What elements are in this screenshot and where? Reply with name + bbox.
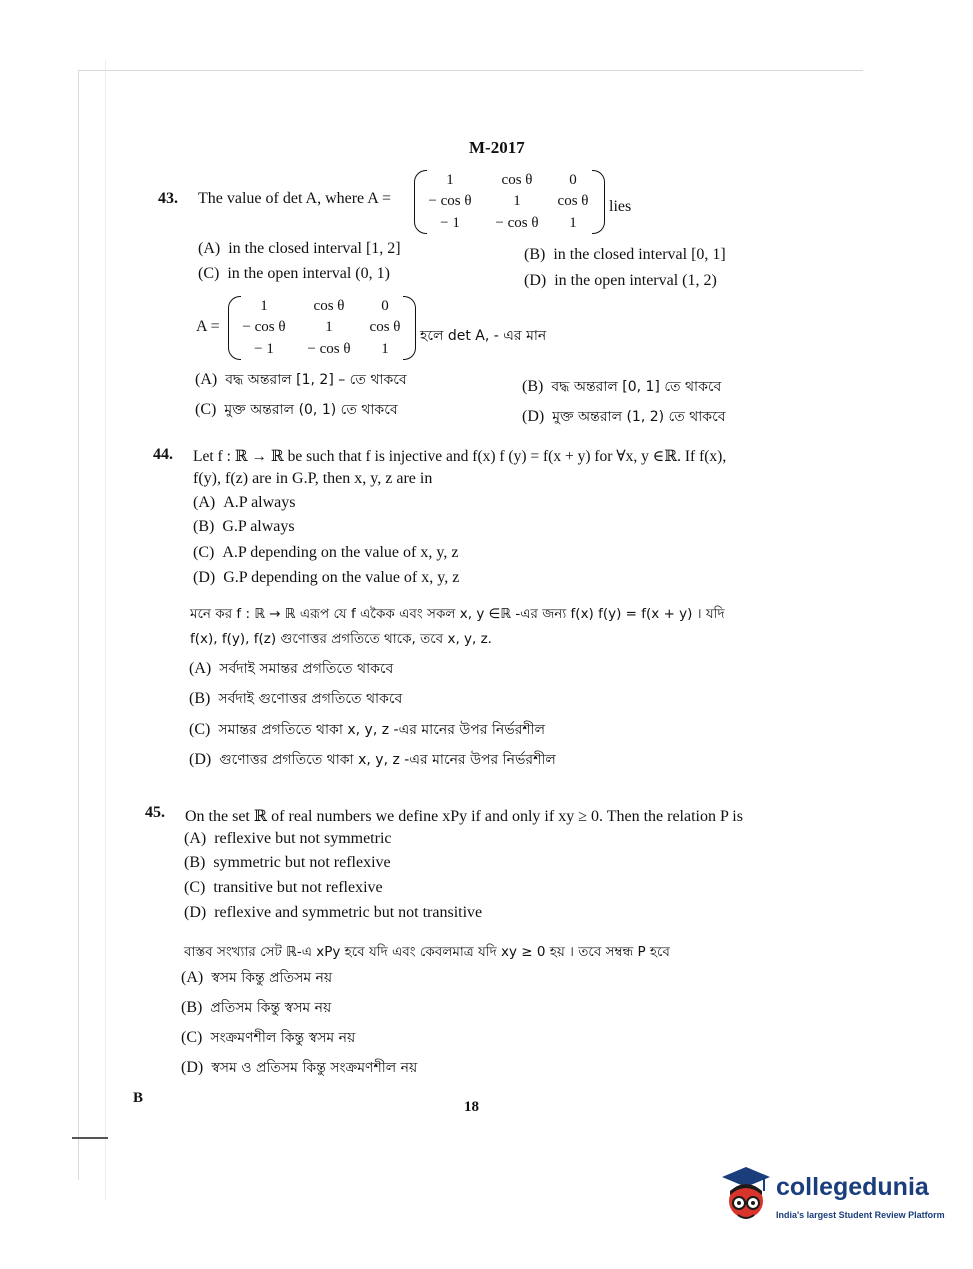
q43-bn-option-b: (B) বদ্ধ অন্তরাল [0, 1] তে থাকবে (522, 378, 722, 395)
matrix-cell: − cos θ (495, 215, 539, 231)
paper-code: M-2017 (469, 138, 525, 157)
question-44-line1: Let f : ℝ → ℝ be such that f is injective and f(x) f (y) = f(x + y) for ∀x, y ∈ℝ. If f(x), (193, 448, 727, 465)
q45-bn-option-d: (D) স্বসম ও প্রতিসম কিন্তু সংক্রমণশীল নয় (181, 1059, 418, 1076)
q45-bn-option-b: (B) প্রতিসম কিন্তু স্বসম নয় (181, 999, 332, 1016)
scan-mark (72, 1137, 108, 1139)
q43-bn-prefix: A = (196, 318, 220, 335)
q44-option-c: (C) A.P depending on the value of x, y, z (193, 544, 459, 561)
matrix-cell: − 1 (254, 341, 274, 357)
matrix-cell: 1 (260, 298, 268, 314)
q45-option-b: (B) symmetric but not reflexive (184, 854, 391, 871)
page-top-edge (78, 70, 863, 71)
q45-option-c: (C) transitive but not reflexive (184, 879, 383, 896)
q45-bn-line1: বাস্তব সংখ্যার সেট ℝ-এ xPy হবে যদি এবং কেবলমাত্র যদি xy ≥ 0 হয় । তবে সম্বন্ধ P হবে (184, 944, 670, 960)
q43-option-d: (D) in the open interval (1, 2) (524, 272, 717, 289)
matrix-right-paren (592, 170, 605, 234)
scan-shadow (105, 60, 106, 1200)
matrix-cell: 1 (446, 172, 454, 188)
q44-bn-line1: মনে কর f : ℝ → ℝ এরূপ যে f একৈক এবং সকল x, y ∈ℝ -এর জন্য f(x) f(y) = f(x + y) । যদি (190, 606, 725, 622)
matrix-cell: cos θ (557, 193, 589, 209)
booklet-code: B (133, 1090, 144, 1106)
q44-bn-line2: f(x), f(y), f(z) গুণোত্তর প্রগতিতে থাকে, তবে x, y, z. (190, 631, 492, 647)
matrix-cell: 0 (381, 298, 389, 314)
q43-option-b: (B) in the closed interval [0, 1] (524, 246, 726, 263)
question-43-number: 43. (158, 190, 178, 207)
matrix-cell: − cos θ (307, 341, 351, 357)
matrix-cell: cos θ (369, 319, 401, 335)
logo-tagline: India's largest Student Review Platform (776, 1210, 945, 1220)
q45-option-d: (D) reflexive and symmetric but not transitive (184, 904, 483, 921)
matrix-cell: 1 (325, 319, 333, 335)
q44-bn-option-d: (D) গুণোত্তর প্রগতিতে থাকা x, y, z -এর মানের উপর নির্ভরশীল (189, 751, 556, 768)
matrix-cell: − cos θ (428, 193, 472, 209)
mascot-icon (718, 1165, 774, 1227)
q45-bn-option-a: (A) স্বসম কিন্তু প্রতিসম নয় (181, 969, 333, 986)
question-43-stem-end: lies (609, 198, 632, 215)
question-45-line1: On the set ℝ of real numbers we define xPy if and only if xy ≥ 0. Then the relation P is (185, 808, 743, 825)
q43-bn-stem: হলে det A, - এর মান (420, 328, 547, 344)
q44-bn-option-b: (B) সর্বদাই গুণোত্তর প্রগতিতে থাকবে (189, 690, 403, 707)
q43-bn-option-a: (A) বদ্ধ অন্তরাল [1, 2] – তে থাকবে (195, 371, 407, 388)
q44-bn-option-a: (A) সর্বদাই সমান্তর প্রগতিতে থাকবে (189, 660, 394, 677)
matrix-cell: 1 (513, 193, 521, 209)
q44-option-d: (D) G.P depending on the value of x, y, z (193, 569, 460, 586)
page-number: 18 (464, 1099, 479, 1115)
q44-bn-option-c: (C) সমান্তর প্রগতিতে থাকা x, y, z -এর মানের উপর নির্ভরশীল (189, 721, 546, 738)
question-44-number: 44. (153, 446, 173, 463)
matrix-cells (420, 172, 610, 234)
q44-option-b: (B) G.P always (193, 518, 295, 535)
matrix-cell: 1 (569, 215, 577, 231)
matrix-cell: cos θ (313, 298, 345, 314)
matrix-cell: − 1 (440, 215, 460, 231)
q43-option-a: (A) in the closed interval [1, 2] (198, 240, 401, 257)
q45-option-a: (A) reflexive but not symmetric (184, 830, 392, 847)
matrix-cell: cos θ (501, 172, 533, 188)
matrix-right-paren (403, 296, 416, 360)
q44-option-a: (A) A.P always (193, 494, 296, 511)
q43-bn-option-c: (C) মুক্ত অন্তরাল (0, 1) তে থাকবে (195, 401, 398, 418)
question-43-stem: The value of det A, where A = (198, 190, 391, 207)
matrix-cell: 1 (381, 341, 389, 357)
q45-bn-option-c: (C) সংক্রমণশীল কিন্তু স্বসম নয় (181, 1029, 356, 1046)
q43-bn-option-d: (D) মুক্ত অন্তরাল (1, 2) তে থাকবে (522, 408, 726, 425)
question-45-number: 45. (145, 804, 165, 821)
q43-option-c: (C) in the open interval (0, 1) (198, 265, 390, 282)
collegedunia-logo (718, 1165, 948, 1227)
page-left-edge (78, 70, 79, 1180)
logo-wordmark: collegedunia (776, 1173, 929, 1201)
matrix-cells (232, 298, 422, 360)
matrix-cell: − cos θ (242, 319, 286, 335)
question-44-line2: f(y), f(z) are in G.P, then x, y, z are in (193, 470, 433, 487)
matrix-cell: 0 (569, 172, 577, 188)
